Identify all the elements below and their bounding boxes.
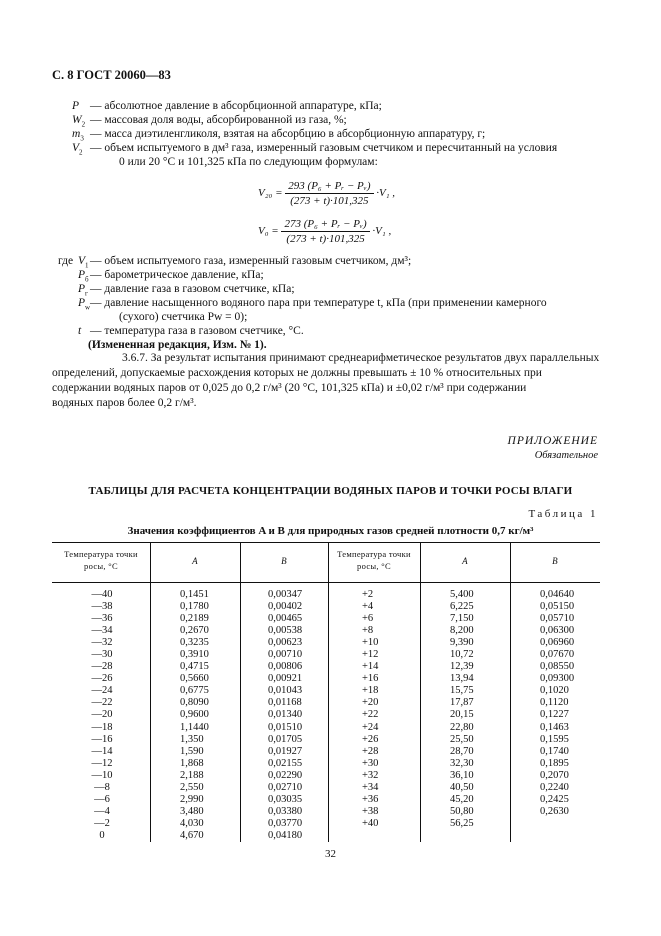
page-number: 32 bbox=[325, 848, 336, 860]
definition-text: 0 или 20 °С и 101,325 кПа по следующим формулам: bbox=[119, 156, 378, 168]
table-cell: 0,00710 bbox=[268, 649, 303, 661]
definition-text: — массовая доля воды, абсорбированной из газа, %; bbox=[90, 114, 347, 126]
definition-symbol: $W_2$ bbox=[72, 114, 86, 129]
table-cell: 0,05150 bbox=[540, 601, 575, 613]
paragraph-line: 3.6.7. За результат испытания принимают среднеарифметическое результатов двух параллельных bbox=[122, 352, 600, 364]
definition-symbol: $V_1$ bbox=[78, 255, 89, 270]
table-cell: —16 bbox=[91, 733, 113, 745]
definition-prefix: где bbox=[58, 255, 74, 267]
definition-text: — барометрическое давление, кПа; bbox=[90, 269, 264, 281]
table-cell: 0,5660 bbox=[180, 673, 209, 685]
table-cell: 0,1020 bbox=[540, 685, 569, 697]
table-cell: 25,50 bbox=[450, 733, 474, 745]
table-cell: 20,15 bbox=[450, 709, 474, 721]
table-header: Температура точки росы, °С bbox=[64, 549, 138, 571]
table-header: A bbox=[462, 556, 468, 566]
table-cell: —12 bbox=[91, 757, 113, 769]
table-cell: 0,03770 bbox=[268, 817, 303, 829]
definition-text: — давление насыщенного водяного пара при температуре t, кПа (при применении камерного bbox=[90, 297, 547, 309]
table-rule bbox=[52, 582, 600, 583]
table-cell: —26 bbox=[91, 673, 113, 685]
formula-v20: V₂₀ = $\frac{\text{293 (P₆ + Pᵣ − Pᵥ)}}{(273 + t)\cdot 101,325}$ ·V₁ , bbox=[258, 180, 396, 207]
table-cell: 0,1451 bbox=[180, 589, 209, 600]
table-cell: —36 bbox=[91, 613, 113, 625]
table-cell: 12,39 bbox=[450, 661, 474, 673]
table-header: B bbox=[552, 556, 558, 566]
definition-text: — абсолютное давление в абсорбционной аппаратуре, кПа; bbox=[90, 100, 382, 112]
column-a-left bbox=[180, 589, 240, 842]
table-cell: —10 bbox=[91, 769, 113, 781]
table-divider bbox=[328, 542, 329, 842]
definition-symbol: $V_2$ bbox=[72, 142, 83, 157]
table-cell: —20 bbox=[91, 709, 113, 721]
definition-symbol: $P_г$ bbox=[78, 283, 88, 298]
table-cell: +4 bbox=[362, 601, 374, 613]
coefficient-table bbox=[52, 542, 600, 842]
table-cell: —2 bbox=[94, 817, 110, 829]
table-cell: 2,550 bbox=[180, 781, 204, 793]
table-cell: +22 bbox=[362, 709, 379, 721]
table-cell: —34 bbox=[91, 625, 113, 637]
table-cell: 0,02155 bbox=[268, 757, 303, 769]
table-cell: 15,75 bbox=[450, 685, 474, 697]
table-cell: 0,02710 bbox=[268, 781, 303, 793]
table-divider bbox=[240, 542, 241, 842]
table-cell: 4,670 bbox=[180, 829, 204, 841]
table-cell: 0,3235 bbox=[180, 637, 209, 649]
table-cell: 0,05710 bbox=[540, 613, 575, 625]
definition-text: — объем испытуемого газа, измеренный газовым счетчиком, дм³; bbox=[90, 255, 412, 267]
table-cell: 0,1740 bbox=[540, 745, 569, 757]
table-header: B bbox=[281, 556, 287, 566]
table-cell: —22 bbox=[91, 697, 113, 709]
table-cell: 32,30 bbox=[450, 757, 474, 769]
table-cell: 28,70 bbox=[450, 745, 474, 757]
paragraph-line: определений, допускаемые расхождения которых не должны превышать ± 10 % относительных при bbox=[52, 367, 542, 379]
table-cell: +20 bbox=[362, 697, 379, 709]
appendix-subtitle: Обязательное bbox=[534, 450, 598, 461]
table-cell: —6 bbox=[94, 793, 110, 805]
table-cell: +40 bbox=[362, 817, 379, 829]
table-cell: 50,80 bbox=[450, 805, 474, 817]
column-temp-right bbox=[362, 589, 412, 830]
table-cell: +30 bbox=[362, 757, 379, 769]
table-cell: +8 bbox=[362, 625, 374, 637]
table-cell: +18 bbox=[362, 685, 379, 697]
table-cell: 5,400 bbox=[450, 589, 474, 600]
paragraph-3-6-7 bbox=[52, 351, 610, 411]
table-divider bbox=[420, 542, 421, 842]
table-cell: 6,225 bbox=[450, 601, 474, 613]
table-cell: +12 bbox=[362, 649, 379, 661]
table-cell: +2 bbox=[362, 589, 374, 600]
table-rule bbox=[52, 542, 600, 543]
table-cell: 0,01043 bbox=[268, 685, 303, 697]
table-header: A bbox=[192, 556, 198, 566]
table-cell: —18 bbox=[91, 721, 113, 733]
definition-symbol: t bbox=[78, 325, 82, 337]
table-cell: 0,1780 bbox=[180, 601, 209, 613]
table-cell: —24 bbox=[91, 685, 113, 697]
table-cell: 0,06960 bbox=[540, 637, 575, 649]
table-cell: 0,00921 bbox=[268, 673, 303, 685]
table-cell: 0,6775 bbox=[180, 685, 209, 697]
table-cell: —40 bbox=[91, 589, 113, 600]
table-cell: —30 bbox=[91, 649, 113, 661]
table-divider bbox=[150, 542, 151, 842]
table-cell: 0,1595 bbox=[540, 733, 569, 745]
table-cell: 0,00465 bbox=[268, 613, 303, 625]
table-cell: 0,3910 bbox=[180, 649, 209, 661]
table-cell: 1,1440 bbox=[180, 721, 209, 733]
table-cell: 0,01510 bbox=[268, 721, 303, 733]
table-cell: +32 bbox=[362, 769, 379, 781]
table-cell: 0,08550 bbox=[540, 661, 575, 673]
table-cell: 2,990 bbox=[180, 793, 204, 805]
table-cell: +6 bbox=[362, 613, 374, 625]
table-cell: 17,87 bbox=[450, 697, 474, 709]
table-cell: 0,1463 bbox=[540, 721, 569, 733]
table-cell: 1,350 bbox=[180, 733, 204, 745]
table-cell: 0,00806 bbox=[268, 661, 303, 673]
definition-symbol: $m_3$ bbox=[72, 128, 84, 143]
table-cell: 1,868 bbox=[180, 757, 204, 769]
table-cell: 0,00347 bbox=[268, 589, 303, 600]
table-cell: 0,2425 bbox=[540, 793, 569, 805]
column-b-left bbox=[268, 589, 328, 842]
paragraph-line: водяных паров более 0,2 г/м³. bbox=[52, 397, 197, 409]
table-cell: 0,1227 bbox=[540, 709, 569, 721]
table-cell: 0,01927 bbox=[268, 745, 303, 757]
table-cell: —32 bbox=[91, 637, 113, 649]
table-cell: +38 bbox=[362, 805, 379, 817]
table-cell: 0,4715 bbox=[180, 661, 209, 673]
table-cell: —28 bbox=[91, 661, 113, 673]
table-cell: 13,94 bbox=[450, 673, 474, 685]
definition-symbol: $P_w$ bbox=[78, 297, 91, 312]
table-cell: —4 bbox=[94, 805, 110, 817]
section-title: ТАБЛИЦЫ ДЛЯ РАСЧЕТА КОНЦЕНТРАЦИИ ВОДЯНЫХ ПАРОВ И ТОЧКИ РОСЫ ВЛАГИ bbox=[88, 485, 573, 497]
definition-symbol: $P_б$ bbox=[78, 269, 89, 284]
table-cell: 7,150 bbox=[450, 613, 474, 625]
table-cell: 0,00623 bbox=[268, 637, 303, 649]
table-cell: 2,188 bbox=[180, 769, 204, 781]
definition-text: — давление газа в газовом счетчике, кПа; bbox=[90, 283, 295, 295]
table-cell: 40,50 bbox=[450, 781, 474, 793]
table-cell: 0,01705 bbox=[268, 733, 303, 745]
table-cell: 0,2070 bbox=[540, 769, 569, 781]
table-cell: 0,01168 bbox=[268, 697, 302, 709]
table-cell: —38 bbox=[91, 601, 113, 613]
table-cell: 0,09300 bbox=[540, 673, 575, 685]
table-cell: 45,20 bbox=[450, 793, 474, 805]
table-cell: 4,030 bbox=[180, 817, 204, 829]
table-cell: —14 bbox=[91, 745, 113, 757]
table-divider bbox=[510, 542, 511, 842]
definition-text: — температура газа в газовом счетчике, °С. bbox=[90, 325, 304, 337]
table-cell: 0,04640 bbox=[540, 589, 575, 600]
appendix-title: ПРИЛОЖЕНИЕ bbox=[507, 435, 598, 447]
table-cell: 3,480 bbox=[180, 805, 204, 817]
amendment-note: (Измененная редакция, Изм. № 1). bbox=[88, 339, 267, 351]
table-cell: 0,2189 bbox=[180, 613, 209, 625]
column-a-right bbox=[450, 589, 510, 830]
table-number: Таблица 1 bbox=[528, 508, 598, 520]
table-cell: +14 bbox=[362, 661, 379, 673]
table-cell: 0,02290 bbox=[268, 769, 303, 781]
page-header: С. 8 ГОСТ 20060—83 bbox=[52, 68, 171, 82]
table-cell: +28 bbox=[362, 745, 379, 757]
definition-text: — масса диэтиленгликоля, взятая на абсорбцию в абсорбционную аппаратуру, г; bbox=[90, 128, 486, 140]
table-cell: 0,2670 bbox=[180, 625, 209, 637]
table-cell: 0,04180 bbox=[268, 829, 303, 841]
table-cell: 0,00538 bbox=[268, 625, 303, 637]
table-cell: 0,1120 bbox=[540, 697, 569, 709]
table-cell: 56,25 bbox=[450, 817, 474, 829]
table-cell: +24 bbox=[362, 721, 379, 733]
formula-v0: V₀ = $\frac{\text{273 (P₆ + Pᵣ − Pᵥ)}}{(273 + t)\cdot 101,325}$ ·V₁ , bbox=[258, 218, 392, 245]
column-temp-left bbox=[77, 589, 127, 842]
paragraph-line: содержании водяных паров от 0,025 до 0,2 г/м³ (20 °С, 101,325 кПа) и ±0,02 г/м³ при содержании bbox=[52, 382, 527, 394]
definition-text: — объем испытуемого в дм³ газа, измеренный газовым счетчиком и пересчитанный на условия bbox=[90, 142, 558, 154]
table-cell: 0 bbox=[99, 829, 105, 841]
table-cell: 0,03035 bbox=[268, 793, 303, 805]
table-cell: 0,9600 bbox=[180, 709, 209, 721]
table-cell: 0,00402 bbox=[268, 601, 303, 613]
table-cell: 0,8090 bbox=[180, 697, 209, 709]
table-cell: +10 bbox=[362, 637, 379, 649]
table-cell: 10,72 bbox=[450, 649, 474, 661]
definition-text: (сухого) счетчика Pw = 0); bbox=[119, 311, 248, 323]
table-cell: 8,200 bbox=[450, 625, 474, 637]
table-cell: 0,01340 bbox=[268, 709, 303, 721]
table-cell: 0,2630 bbox=[540, 805, 569, 817]
table-cell: 0,07670 bbox=[540, 649, 575, 661]
table-cell: 9,390 bbox=[450, 637, 474, 649]
table-cell: 0,1895 bbox=[540, 757, 569, 769]
table-cell: 36,10 bbox=[450, 769, 474, 781]
table-header: Температура точки росы, °С bbox=[337, 549, 411, 571]
table-cell: —8 bbox=[94, 781, 110, 793]
table-cell: +26 bbox=[362, 733, 379, 745]
column-b-right bbox=[540, 589, 600, 818]
table-cell: +36 bbox=[362, 793, 379, 805]
table-caption: Значения коэффициентов A и B для природных газов средней плотности 0,7 кг/м³ bbox=[127, 525, 534, 537]
table-cell: +16 bbox=[362, 673, 379, 685]
table-cell: 0,06300 bbox=[540, 625, 575, 637]
table-cell: +34 bbox=[362, 781, 379, 793]
table-cell: 1,590 bbox=[180, 745, 204, 757]
definition-symbol: P bbox=[72, 100, 80, 112]
table-cell: 0,2240 bbox=[540, 781, 569, 793]
table-cell: 0,03380 bbox=[268, 805, 303, 817]
table-cell: 22,80 bbox=[450, 721, 474, 733]
